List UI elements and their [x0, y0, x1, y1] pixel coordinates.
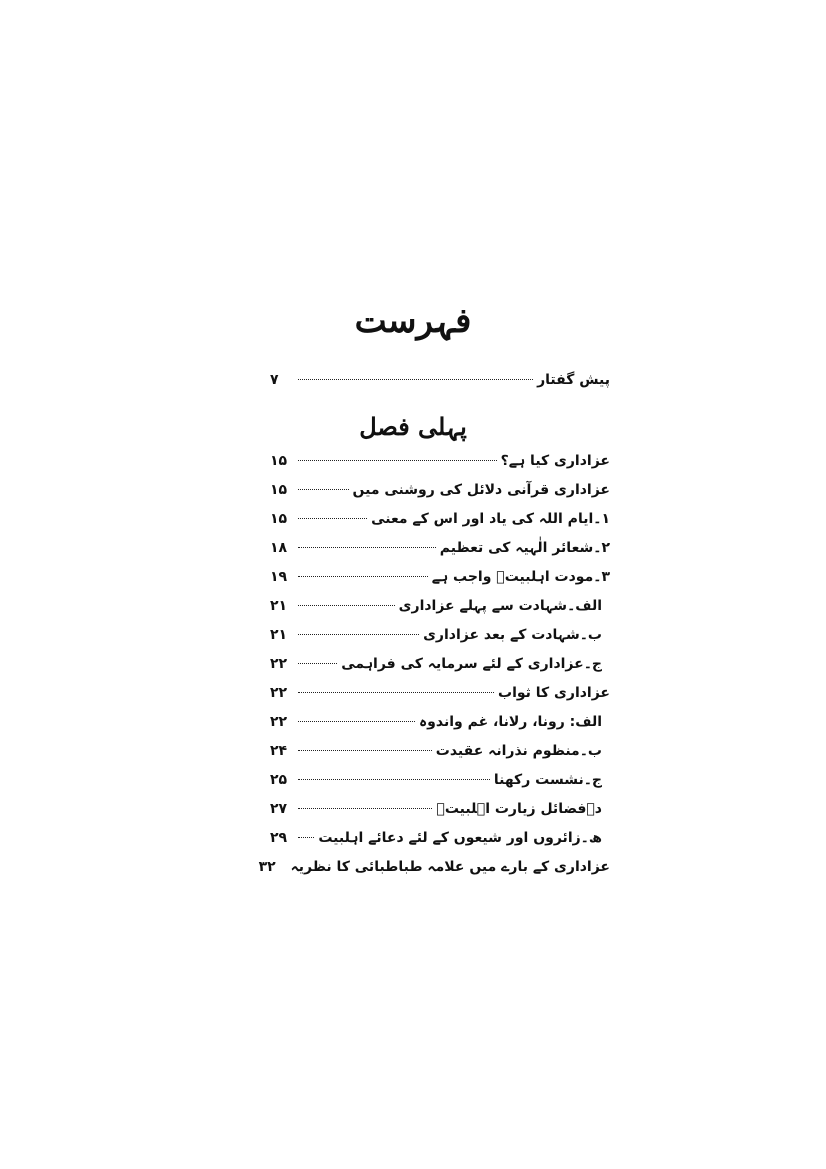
toc-entry-label: عزاداری کیا ہے؟ [500, 453, 610, 469]
toc-entry-page: ۲۵ [270, 772, 288, 788]
toc-entry-label: ج۔نشست رکھنا [493, 772, 602, 788]
toc-entry-page: ۲۱ [270, 598, 288, 614]
toc-entry-page: ۲۲ [270, 685, 288, 701]
toc-entry-label: عزاداری کا ثواب [498, 685, 610, 701]
toc-entry [258, 859, 610, 887]
toc-entry-label: الف۔شہادت سے پہلے عزاداری [398, 598, 602, 614]
toc-entry-page: ۲۱ [270, 627, 288, 643]
toc-entry-label: عزاداری کے بارے میں علامہ طباطبائی کا نظریہ [290, 859, 610, 875]
toc-entry [270, 540, 610, 568]
toc-entry-label: ب۔منظوم نذرانہ عقیدت [435, 743, 602, 759]
leader-dots [298, 663, 337, 664]
toc-entry-label: ۳۔مودت اہلبیتؑ واجب ہے [431, 569, 610, 585]
leader-dots [298, 837, 314, 838]
toc-entry-label: الف: رونا، رلانا، غم واندوہ [418, 714, 602, 730]
leader-dots [298, 576, 428, 577]
toc-entry-page: ۲۹ [270, 830, 288, 846]
toc-entry [270, 627, 610, 655]
toc-entry [270, 743, 610, 771]
leader-dots [298, 721, 415, 722]
chapter-heading: پہلی فصل [359, 412, 467, 441]
leader-dots [298, 692, 494, 693]
leader-dots [298, 779, 490, 780]
toc-entry [270, 372, 610, 400]
leader-dots [298, 808, 432, 809]
toc-entry-page: ۷ [270, 372, 279, 388]
page-title: فہرست [354, 301, 472, 341]
toc-entry [270, 598, 610, 626]
toc-entry-label: عزاداری قرآنی دلائل کی روشنی میں [352, 482, 610, 498]
toc-entry [270, 656, 610, 684]
toc-entry-page: ۲۲ [270, 714, 288, 730]
toc-entry [270, 511, 610, 539]
toc-entry [270, 453, 610, 481]
toc-entry [270, 685, 610, 713]
leader-dots [298, 379, 533, 380]
toc-entry [270, 569, 610, 597]
toc-entry-page: ۱۵ [270, 511, 288, 527]
toc-entry-page: ۱۵ [270, 453, 288, 469]
leader-dots [298, 489, 349, 490]
toc-entry-page: ۱۵ [270, 482, 288, 498]
toc-entry [270, 830, 610, 858]
toc-entry [270, 772, 610, 800]
toc-entry-label: ۱۔ایام اللہ کی یاد اور اس کے معنی [371, 511, 610, 527]
leader-dots [298, 547, 436, 548]
toc-entry-page: ۱۹ [270, 569, 288, 585]
toc-entry-label: ج۔عزاداری کے لئے سرمایہ کی فراہمی [341, 656, 602, 672]
toc-entry-page: ۱۸ [270, 540, 288, 556]
toc-entry-label: ھ۔زائروں اور شیعوں کے لئے دعائے اہلبیت [318, 830, 602, 846]
leader-dots [298, 605, 395, 606]
toc-entry [270, 482, 610, 510]
leader-dots [298, 518, 367, 519]
leader-dots [298, 460, 497, 461]
toc-entry-label: ۲۔شعائر الٰہیہ کی تعظیم [439, 540, 610, 556]
toc-entry-label: پیش گفتار [537, 372, 610, 388]
toc-entry [270, 801, 610, 829]
toc-entry [270, 714, 610, 742]
leader-dots [298, 750, 432, 751]
leader-dots [298, 634, 419, 635]
toc-entry-page: ۲۲ [270, 656, 288, 672]
toc-entry-label: ب۔شہادت کے بعد عزاداری [423, 627, 602, 643]
toc-entry-page: ۲۴ [270, 743, 288, 759]
toc-entry-page: ۲۷ [270, 801, 288, 817]
toc-entry-page: ۳۲ [258, 859, 276, 875]
toc-entry-label: د۔فضائل زیارت اہلبیتؑ [436, 801, 602, 817]
